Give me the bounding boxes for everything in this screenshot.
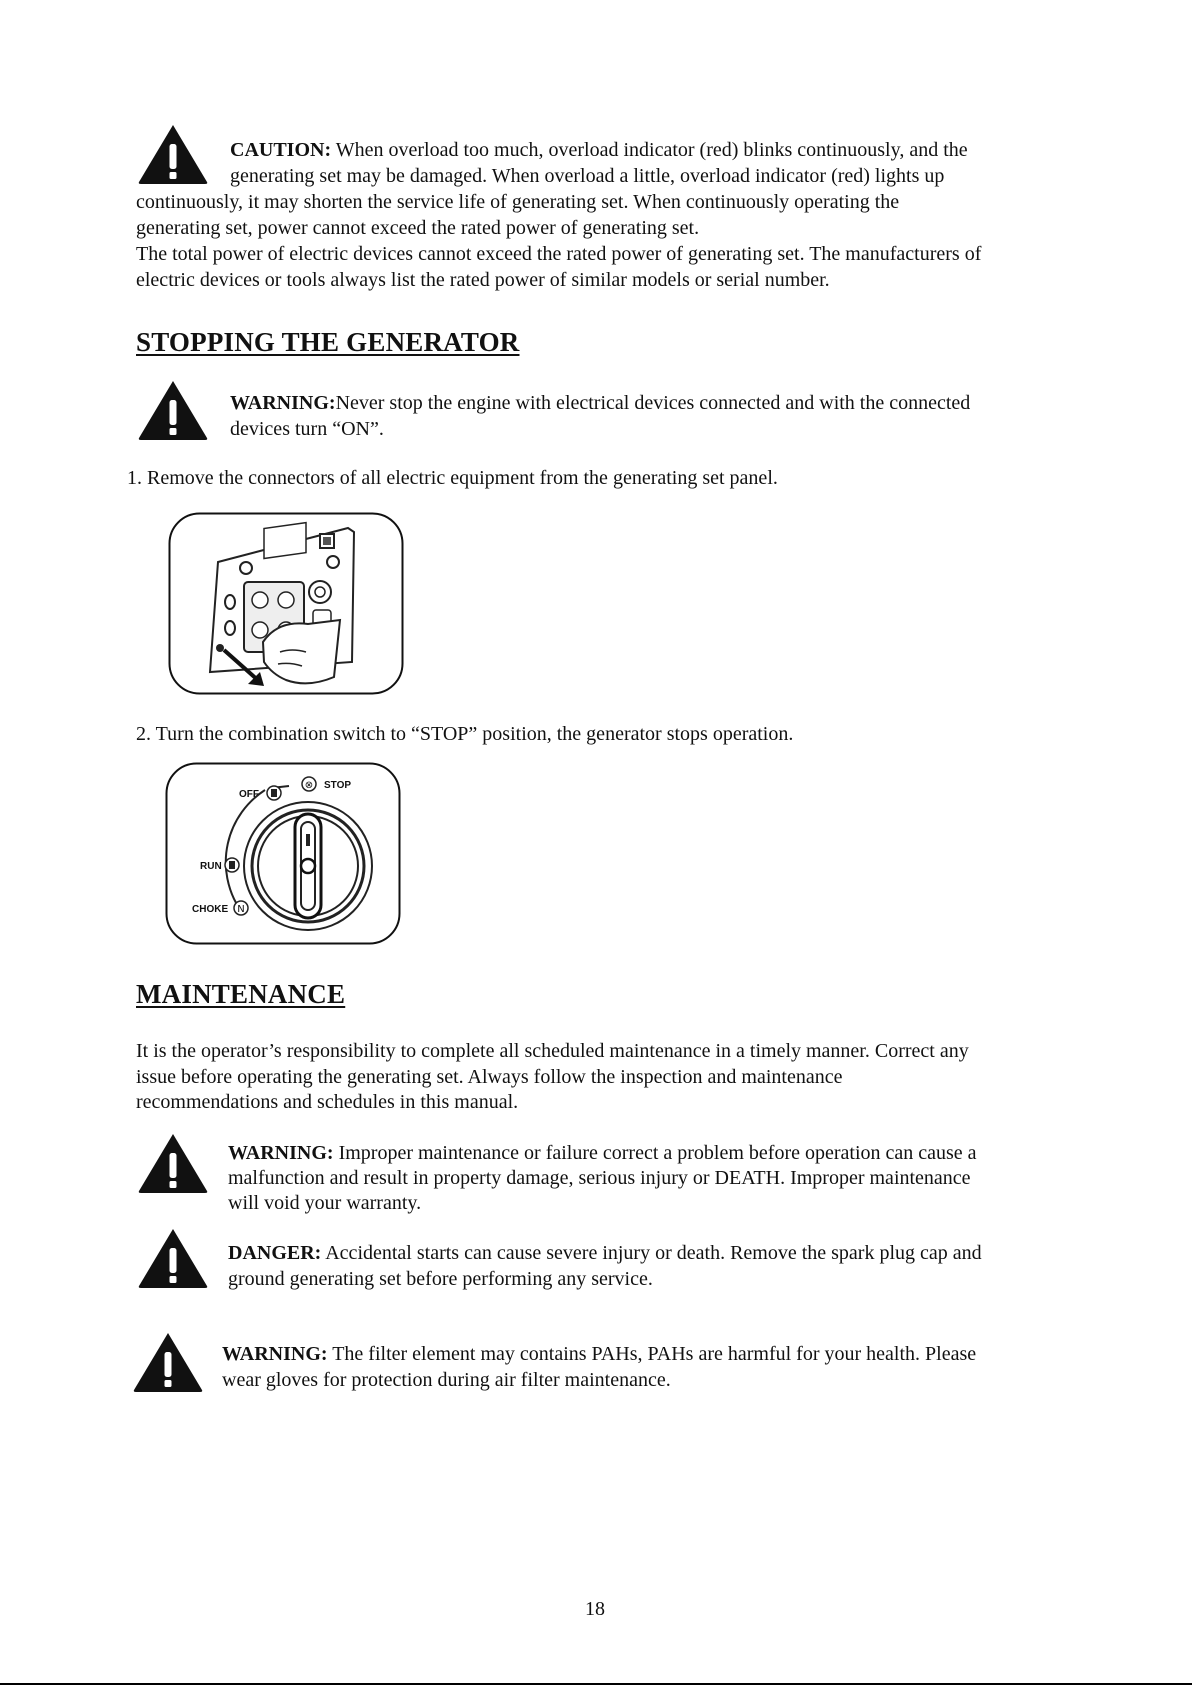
switch-label-stop: STOP — [324, 780, 352, 791]
caution-line-2: generating set may be damaged. When overload a little, overload indicator (red) lights up — [230, 165, 945, 187]
warning-triangle-icon — [137, 1131, 209, 1195]
danger-line-1: DANGER: Accidental starts can cause severe injury or death. Remove the spark plug cap and — [228, 1242, 982, 1264]
combination-switch-figure — [165, 762, 401, 945]
switch-label-run: RUN — [200, 861, 222, 872]
page-number: 18 — [585, 1598, 605, 1620]
caution-line-3: continuously, it may shorten the service life of generating set. When continuously operating the — [136, 191, 900, 213]
danger-line-2: ground generating set before performing any service. — [228, 1268, 653, 1290]
maint-warning-line-3: will void your warranty. — [228, 1192, 422, 1214]
warning-triangle-icon — [137, 122, 209, 186]
warning-triangle-icon — [137, 1226, 209, 1290]
caution-line-4: generating set, power cannot exceed the rated power of generating set. — [136, 217, 700, 239]
maintenance-intro-line-2: issue before operating the generating set. Always follow the inspection and maintenance — [136, 1066, 843, 1088]
stop-warning-line-1: WARNING:Never stop the engine with electrical devices connected and with the connected — [230, 392, 971, 414]
step-2: 2. Turn the combination switch to “STOP” position, the generator stops operation. — [136, 723, 794, 745]
total-power-line-1: The total power of electric devices cannot exceed the rated power of generating set. The manufacturers of — [136, 243, 982, 265]
maint-warning-line-1: WARNING: Improper maintenance or failure correct a problem before operation can cause a — [228, 1142, 977, 1164]
filter-warning-line-1: WARNING: The filter element may contains PAHs, PAHs are harmful for your health. Please — [222, 1343, 977, 1365]
warning-triangle-icon — [137, 378, 209, 442]
svg-text:⊗: ⊗ — [304, 780, 314, 791]
step-1: 1. Remove the connectors of all electric equipment from the generating set panel. — [127, 467, 778, 489]
section-heading-stopping: STOPPING THE GENERATOR — [136, 327, 520, 357]
warning-triangle-icon — [132, 1330, 204, 1394]
panel-unplug-figure — [168, 512, 404, 695]
stop-warning-line-2: devices turn “ON”. — [230, 418, 384, 440]
filter-warning-line-2: wear gloves for protection during air filter maintenance. — [222, 1369, 671, 1391]
caution-line-1: CAUTION: When overload too much, overload indicator (red) blinks continuously, and the — [230, 139, 968, 161]
maint-warning-line-2: malfunction and result in property damage, serious injury or DEATH. Improper maintenance — [228, 1167, 971, 1189]
maintenance-intro-line-1: It is the operator’s responsibility to complete all scheduled maintenance in a timely manner. Correct any — [136, 1040, 969, 1062]
switch-label-choke: CHOKE — [192, 904, 229, 915]
maintenance-intro-line-3: recommendations and schedules in this manual. — [136, 1091, 519, 1113]
svg-text:N: N — [237, 904, 245, 915]
section-heading-maintenance: MAINTENANCE — [136, 979, 346, 1009]
total-power-line-2: electric devices or tools always list the rated power of similar models or serial number. — [136, 269, 830, 291]
switch-label-off: OFF — [239, 789, 259, 800]
